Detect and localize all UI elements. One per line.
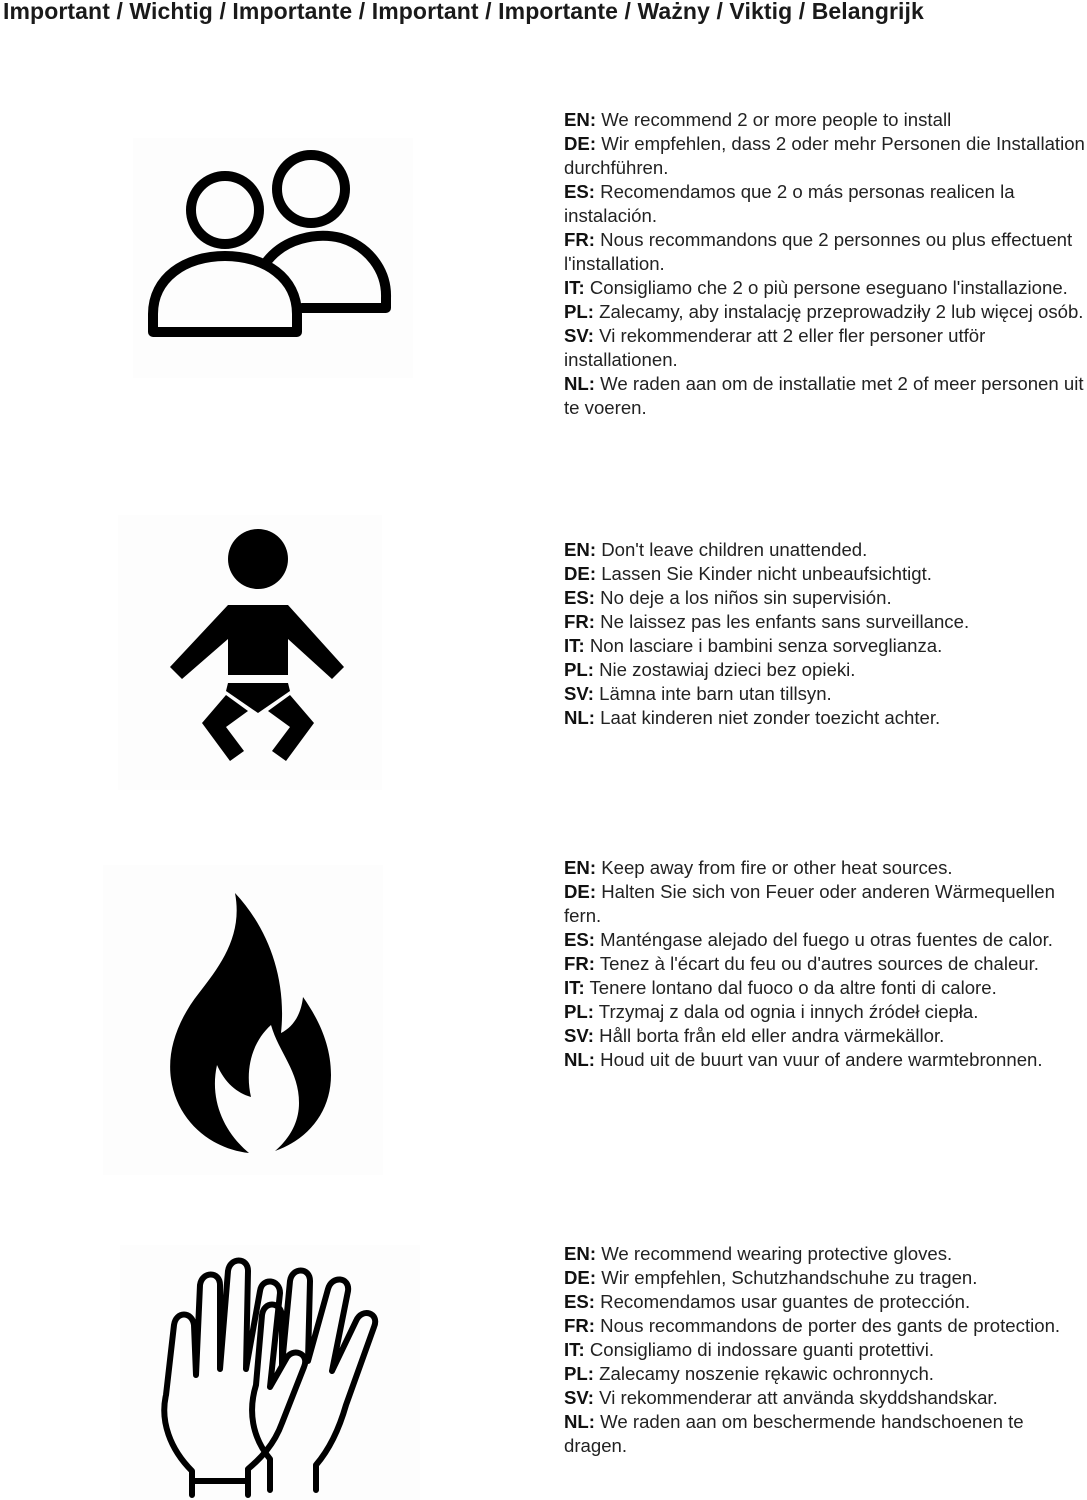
baby-icon [118,515,382,790]
list-item [564,1290,1087,1314]
instruction-text: We raden aan om beschermende handschoenen te dragen. [564,1411,1024,1456]
children-text [564,538,1087,730]
list-item [564,108,1087,132]
list-item [564,276,1087,300]
lang-code: IT: [564,977,585,998]
fire-icon [103,865,383,1175]
lang-code: NL: [564,373,595,394]
lang-code: EN: [564,539,597,560]
list-item [564,372,1087,420]
instruction-text: We raden aan om de installatie met 2 of meer personen uit te voeren. [564,373,1084,418]
list-item [564,1242,1087,1266]
lang-code: EN: [564,857,597,878]
list-item [564,706,1087,730]
instruction-text: We recommend 2 or more people to install [596,109,952,130]
instruction-text: Vi rekommenderar att 2 eller fler personer utför installationen. [564,325,986,370]
list-item [564,1410,1087,1458]
list-item [564,658,1087,682]
lang-code: FR: [564,1315,595,1336]
lang-code: NL: [564,707,595,728]
list-item [564,1266,1087,1290]
instruction-text: Halten Sie sich von Feuer oder anderen Wärmequellen fern. [564,881,1055,926]
instruction-text: Ne laissez pas les enfants sans surveillance. [594,611,970,632]
instruction-text: Manténgase alejado del fuego u otras fuentes de calor. [595,929,1053,950]
gloves-text [564,1242,1087,1458]
list-item [564,300,1087,324]
instruction-text: Håll borta från eld eller andra värmekällor. [593,1025,945,1046]
list-item [564,586,1087,610]
lang-code: DE: [564,1267,597,1288]
lang-code: SV: [564,683,594,704]
instruction-text: Wir empfehlen, Schutzhandschuhe zu tragen. [596,1267,978,1288]
instruction-text: Vi rekommenderar att använda skyddshandskar. [593,1387,998,1408]
lang-code: FR: [564,229,595,250]
instruction-text: Tenez à l'écart du feu ou d'autres sources de chaleur. [594,953,1039,974]
instruction-text: Zalecamy noszenie rękawic ochronnych. [593,1363,934,1384]
list-item [564,180,1087,228]
lang-code: PL: [564,301,594,322]
instruction-text: Lassen Sie Kinder nicht unbeaufsichtigt. [596,563,932,584]
lang-code: PL: [564,659,594,680]
install-people-text [564,108,1087,420]
instruction-text: Tenere lontano dal fuoco o da altre fonti di calore. [584,977,997,998]
instruction-text: Houd uit de buurt van vuur of andere warmtebronnen. [594,1049,1043,1070]
lang-code: ES: [564,929,595,950]
list-item [564,538,1087,562]
list-item [564,610,1087,634]
lang-code: FR: [564,953,595,974]
instruction-text: Consigliamo di indossare guanti protettivi. [584,1339,934,1360]
list-item [564,1048,1087,1072]
list-item [564,928,1087,952]
instruction-text: Recomendamos usar guantes de protección. [595,1291,971,1312]
two-people-icon [133,138,413,378]
lang-code: NL: [564,1049,595,1070]
instruction-text: Don't leave children unattended. [596,539,868,560]
instruction-text: No deje a los niños sin supervisión. [595,587,892,608]
lang-code: ES: [564,181,595,202]
instruction-text: Recomendamos que 2 o más personas realicen la instalación. [564,181,1015,226]
instruction-text: Keep away from fire or other heat sources. [596,857,953,878]
instruction-text: Zalecamy, aby instalację przeprowadziły 2 lub więcej osób. [593,301,1084,322]
list-item [564,682,1087,706]
list-item [564,228,1087,276]
instruction-text: Nie zostawiaj dzieci bez opieki. [593,659,856,680]
lang-code: EN: [564,109,597,130]
instruction-text: Nous recommandons de porter des gants de protection. [594,1315,1061,1336]
lang-code: DE: [564,881,597,902]
lang-code: IT: [564,277,585,298]
list-item [564,952,1087,976]
lang-code: ES: [564,587,595,608]
page-title: Important / Wichtig / Importante / Important / Importante / Ważny / Viktig / Belangrijk [3,0,924,24]
lang-code: DE: [564,133,597,154]
lang-code: PL: [564,1001,594,1022]
instruction-text: Wir empfehlen, dass 2 oder mehr Personen die Installation durchführen. [564,133,1085,178]
list-item [564,1024,1087,1048]
list-item [564,1000,1087,1024]
list-item [564,634,1087,658]
list-item [564,976,1087,1000]
instruction-text: Non lasciare i bambini senza sorveglianza. [584,635,943,656]
instruction-text: Consigliamo che 2 o più persone eseguano l'installazione. [584,277,1068,298]
instruction-text: Lämna inte barn utan tillsyn. [593,683,832,704]
gloves-icon [120,1245,420,1500]
list-item [564,880,1087,928]
list-item [564,1338,1087,1362]
instruction-text: We recommend wearing protective gloves. [596,1243,953,1264]
lang-code: EN: [564,1243,597,1264]
lang-code: IT: [564,635,585,656]
list-item [564,132,1087,180]
list-item [564,324,1087,372]
list-item [564,856,1087,880]
instruction-text: Trzymaj z dala od ognia i innych źródeł ciepła. [593,1001,979,1022]
list-item [564,1362,1087,1386]
lang-code: SV: [564,1387,594,1408]
lang-code: IT: [564,1339,585,1360]
list-item [564,1386,1087,1410]
instruction-text: Laat kinderen niet zonder toezicht achter. [594,707,941,728]
lang-code: FR: [564,611,595,632]
instruction-text: Nous recommandons que 2 personnes ou plus effectuent l'installation. [564,229,1073,274]
list-item [564,1314,1087,1338]
fire-text [564,856,1087,1072]
lang-code: SV: [564,1025,594,1046]
lang-code: ES: [564,1291,595,1312]
lang-code: DE: [564,563,597,584]
lang-code: PL: [564,1363,594,1384]
lang-code: NL: [564,1411,595,1432]
lang-code: SV: [564,325,594,346]
list-item [564,562,1087,586]
